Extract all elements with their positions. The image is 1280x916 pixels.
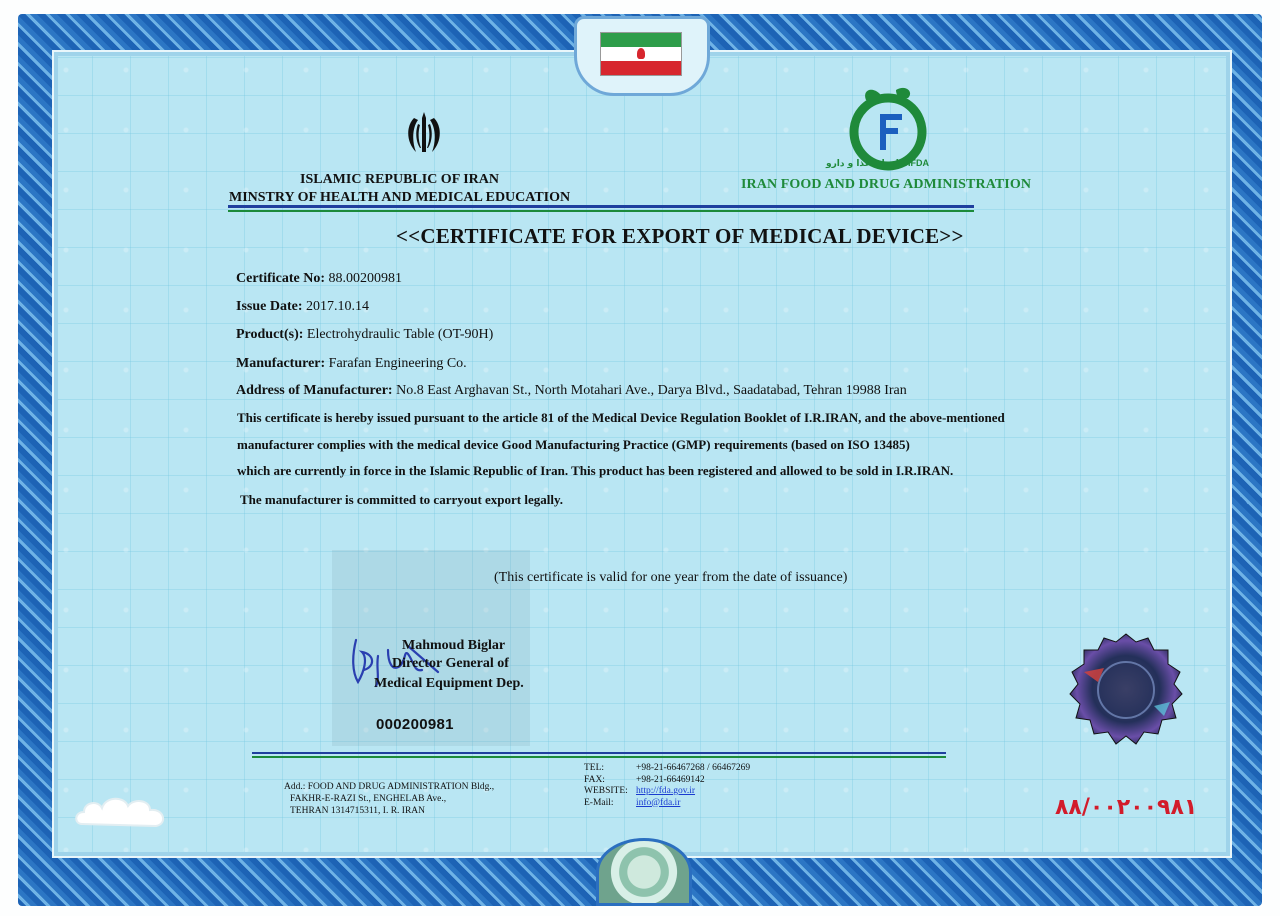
ministry-title: MINSTRY OF HEALTH AND MEDICAL EDUCATION <box>229 190 571 205</box>
ifda-abbr: IFDA <box>908 158 929 168</box>
address-label: Address of Manufacturer: <box>236 383 393 398</box>
signer-department: Medical Equipment Dep. <box>374 676 524 691</box>
manufacturer-address <box>236 383 907 399</box>
certificate-no-value: 88.00200981 <box>328 271 403 286</box>
footer-address-line: TEHRAN 1314715311, I. R. IRAN <box>290 806 426 816</box>
fax-label: FAX: <box>584 774 605 785</box>
website-link[interactable]: http://fda.gov.ir <box>636 786 696 796</box>
iran-flag-icon <box>600 32 682 76</box>
iran-emblem-icon <box>400 108 448 158</box>
email-link[interactable]: info@fda.ir <box>636 797 681 808</box>
manufacturer-label: Manufacturer: <box>236 356 326 371</box>
footer-rule-blue <box>252 752 946 754</box>
signer-name: Mahmoud Biglar <box>402 638 506 653</box>
header-rule-green <box>228 210 974 212</box>
certificate-paper <box>52 50 1232 858</box>
ifda-logo-icon <box>822 86 946 178</box>
manufacturer <box>236 356 467 372</box>
header-rule-blue <box>228 205 974 208</box>
products-value: Electrohydraulic Table (OT-90H) <box>306 327 494 342</box>
hologram-seal-icon <box>1064 632 1188 750</box>
products <box>236 327 493 343</box>
manufacturer-value: Farafan Engineering Co. <box>328 356 467 371</box>
statement-line: This certificate is hereby issued pursuant to the article 81 of the Medical Device Regulation Booklet of I.R.IRAN, and the above-mentioned <box>237 410 1005 425</box>
footer-address-line: FAKHR-E-RAZI St., ENGHELAB Ave., <box>290 794 447 804</box>
certificate-title: <<CERTIFICATE FOR EXPORT OF MEDICAL DEVICE>> <box>396 224 964 248</box>
footer-rule-green <box>252 756 946 758</box>
bottom-ornament <box>596 838 692 906</box>
gov-title: ISLAMIC REPUBLIC OF IRAN <box>300 172 500 187</box>
issue-date-label: Issue Date: <box>236 299 303 314</box>
products-label: Product(s): <box>236 327 304 342</box>
issue-date-value: 2017.10.14 <box>306 299 369 314</box>
embossed-seal-icon <box>74 794 170 832</box>
statement-line: manufacturer complies with the medical device Good Manufacturing Practice (GMP) requirements (based on ISO 13485) <box>237 437 910 452</box>
website-label: WEBSITE: <box>584 786 628 796</box>
contact-block <box>584 763 750 809</box>
persian-certificate-number: ۸۸/۰۰۲۰۰۹۸۱ <box>1055 795 1198 820</box>
tel-value: +98-21-66467268 / 66467269 <box>636 763 751 773</box>
fda-name: IRAN FOOD AND DRUG ADMINISTRATION <box>741 177 1032 192</box>
address-value: No.8 East Arghavan St., North Motahari Ave., Darya Blvd., Saadatabad, Tehran 19988 Iran <box>396 383 907 398</box>
statement-line: The manufacturer is committed to carryout export legally. <box>237 492 564 507</box>
email-label: E-Mail: <box>584 797 614 808</box>
ifda-persian-name: سازمان غذا و دارو <box>826 159 908 169</box>
serial-number: 000200981 <box>376 716 454 733</box>
signer-title: Director General of <box>392 656 509 671</box>
tel-label: TEL: <box>584 763 605 773</box>
footer-address-line: Add.: FOOD AND DRUG ADMINISTRATION Bldg., <box>284 782 495 792</box>
issue-date <box>236 299 369 315</box>
certificate-no-label: Certificate No: <box>236 271 326 286</box>
certificate-no <box>236 271 402 287</box>
validity-note: (This certificate is valid for one year from the date of issuance) <box>494 570 848 585</box>
fax-value: +98-21-66469142 <box>636 774 705 785</box>
statement-line: which are currently in force in the Islamic Republic of Iran. This product has been registered and allowed to be sold in I.R.IRAN. <box>237 463 954 478</box>
